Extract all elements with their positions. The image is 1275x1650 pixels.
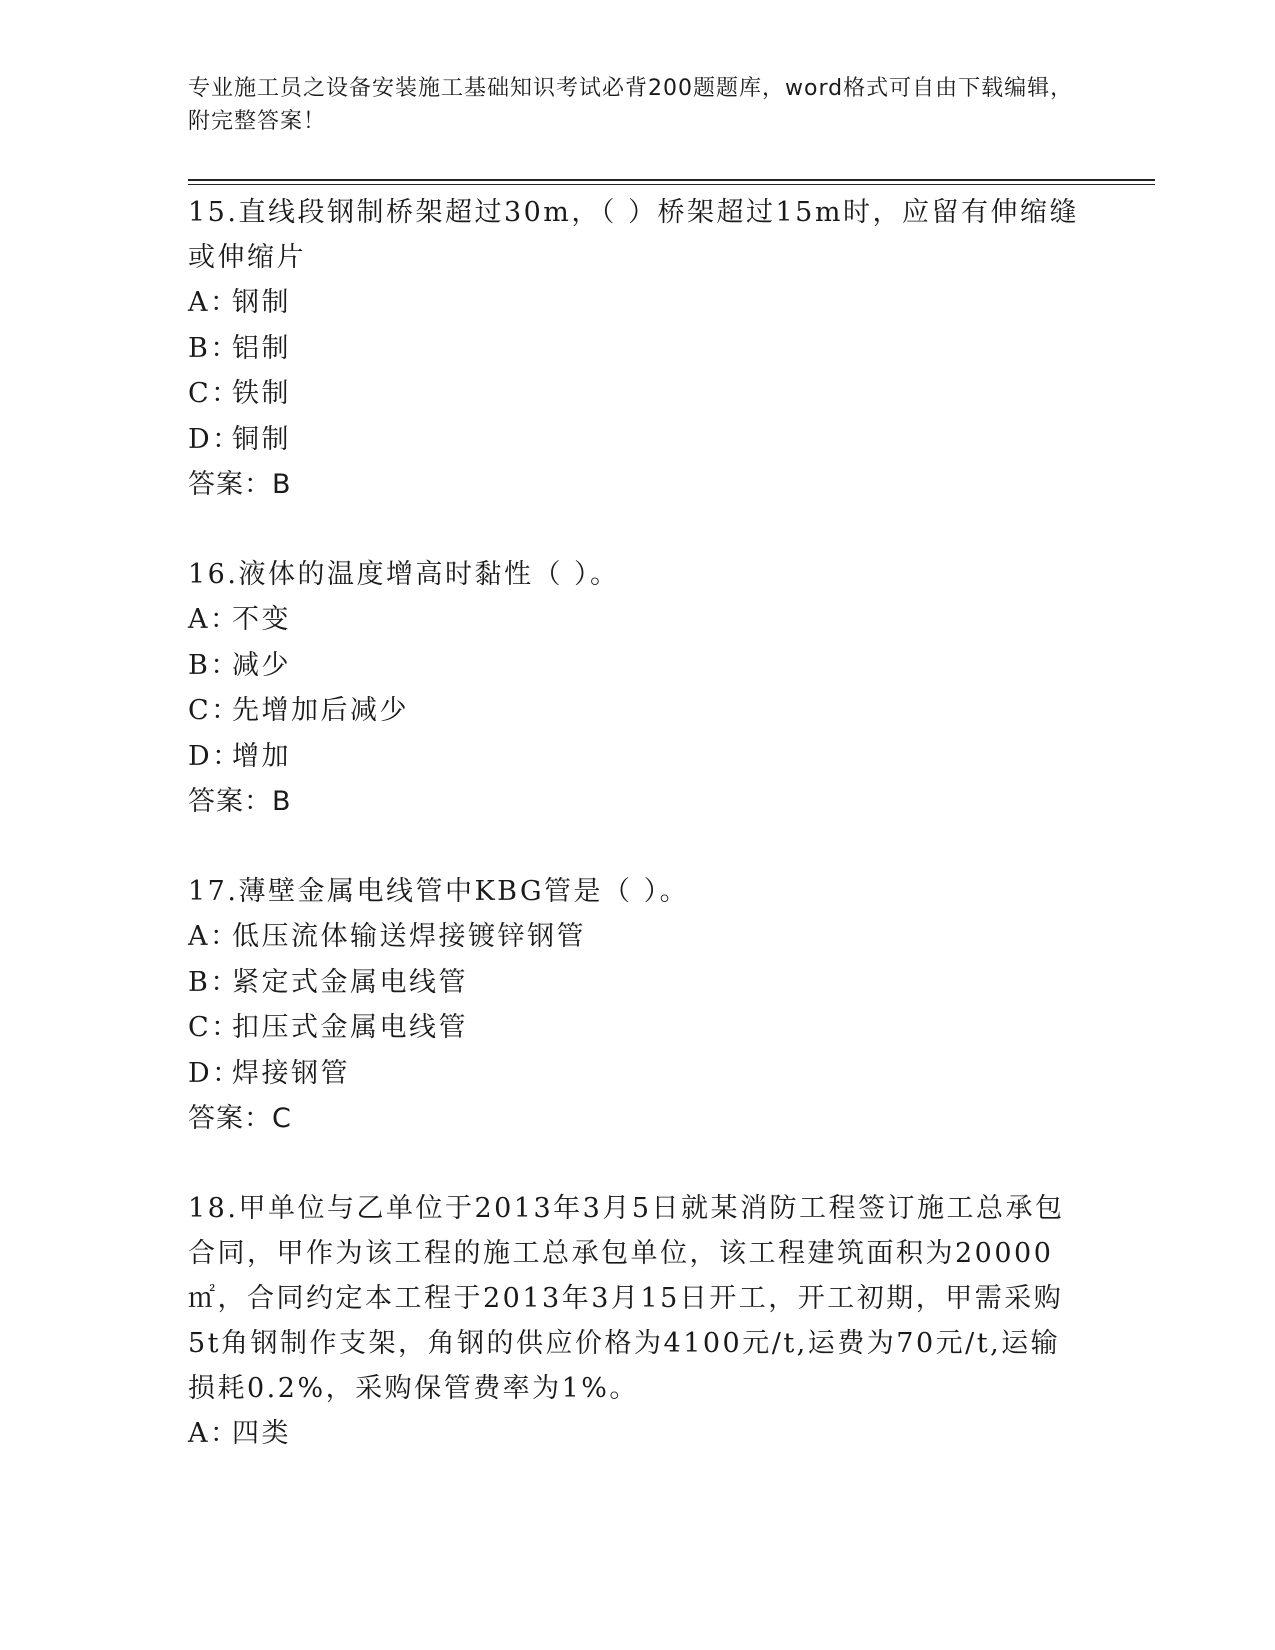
option-text: 低压流体输送焊接镀锌钢管: [232, 921, 586, 952]
option-text: 焊接钢管: [232, 1057, 350, 1089]
option-a: [188, 280, 1088, 326]
question-text: 18.甲单位与乙单位于2013年3月5日就某消防工程签订施工总承包合同，甲作为该工程的施工总承包单位，该工程建筑面积为20000㎡，合同约定本工程于2013年3月15日开工，开工初期，甲需采购5t角钢制作支架，角钢的供应价格为4100元/t,运费为70元/t,运输损耗0.2%，采购保管费率为1%。: [188, 1193, 1065, 1404]
option-text: 不变: [232, 604, 291, 635]
option-text: 减少: [232, 649, 291, 681]
header-rule-thin: [188, 184, 1155, 185]
option-c: [188, 688, 1088, 734]
question-18: [188, 1186, 1088, 1457]
answer-line: 答案：B: [188, 786, 292, 817]
option-label: D：: [188, 1057, 242, 1089]
option-a: [188, 914, 1088, 960]
option-d: [188, 734, 1088, 780]
option-a: [188, 1411, 1088, 1457]
option-text: 增加: [232, 740, 291, 772]
option-d: [188, 417, 1088, 463]
option-label: D：: [188, 423, 242, 455]
question-text: 17.薄壁金属电线管中KBG管是（ ）。: [188, 876, 690, 907]
option-text: 铜制: [232, 423, 291, 455]
option-text: 扣压式金属电线管: [232, 1012, 468, 1043]
document-header: 专业施工员之设备安装施工基础知识考试必背200题题库，word格式可自由下载编辑，附完整答案！: [188, 76, 1074, 134]
header-rule-thick: [188, 179, 1155, 181]
answer-line: 答案：B: [188, 469, 292, 500]
question-text: 15.直线段钢制桥架超过30m，（ ）桥架超过15m时，应留有伸缩缝或伸缩片: [188, 197, 1079, 273]
option-label: C：: [188, 695, 241, 726]
option-text: 紧定式金属电线管: [232, 966, 468, 998]
option-text: 铝制: [232, 332, 291, 364]
option-d: [188, 1051, 1088, 1097]
question-15: [188, 190, 1088, 507]
option-label: D：: [188, 740, 242, 772]
question-list: [188, 190, 1088, 1502]
option-b: [188, 326, 1088, 372]
option-text: 四类: [232, 1418, 291, 1449]
question-text: 16.液体的温度增高时黏性（ ）。: [188, 559, 620, 590]
question-16: [188, 552, 1088, 824]
option-label: C：: [188, 378, 241, 409]
option-b: [188, 960, 1088, 1006]
option-text: 铁制: [232, 378, 291, 409]
option-label: A：: [188, 921, 240, 952]
option-label: B：: [188, 332, 240, 364]
option-label: A：: [188, 1418, 240, 1449]
option-a: [188, 597, 1088, 643]
option-label: C：: [188, 1012, 241, 1043]
option-c: [188, 1005, 1088, 1051]
question-17: [188, 869, 1088, 1141]
option-label: B：: [188, 649, 240, 681]
option-label: A：: [188, 604, 240, 635]
option-text: 先增加后减少: [232, 695, 409, 726]
option-text: 钢制: [232, 287, 291, 318]
answer-line: 答案：C: [188, 1103, 292, 1134]
option-label: A：: [188, 287, 240, 318]
option-label: B：: [188, 966, 240, 998]
option-c: [188, 371, 1088, 417]
option-b: [188, 643, 1088, 689]
